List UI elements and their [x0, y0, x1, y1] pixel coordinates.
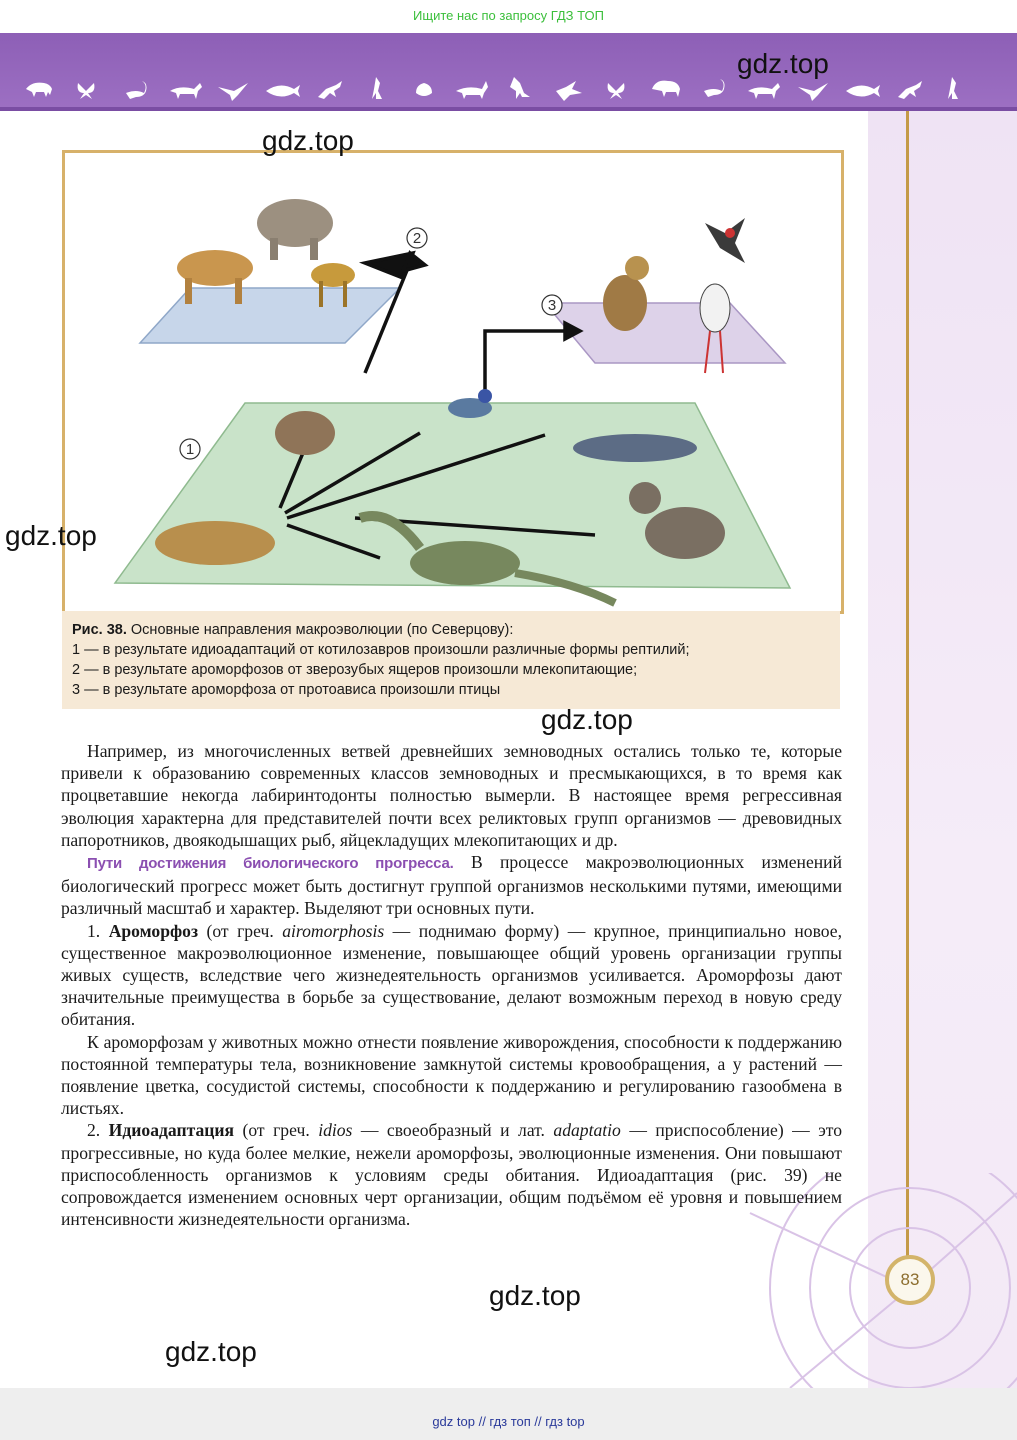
fish-icon	[266, 85, 300, 97]
animal-silhouettes	[0, 33, 1017, 111]
kangaroo-icon	[948, 77, 958, 99]
protoavis-illustration	[448, 389, 492, 418]
horse-icon	[748, 83, 780, 99]
marker-2	[407, 228, 427, 248]
svg-text:3: 3	[547, 297, 557, 314]
textbook-page	[0, 33, 1017, 1388]
pterosaur-icon	[798, 83, 828, 101]
diatryma-illustration	[603, 256, 649, 331]
lizard-icon	[318, 81, 342, 99]
bird-icon	[556, 81, 582, 101]
redwing-bird-illustration	[705, 218, 745, 263]
kangaroo-icon	[372, 77, 382, 99]
marker-1	[180, 439, 200, 459]
margin-line	[906, 111, 909, 1281]
term-idioadaptation: Идиоадаптация	[108, 1120, 235, 1141]
top-banner[interactable]: Ищите нас по запросу ГДЗ ТОП	[0, 0, 1017, 33]
fish-icon	[846, 85, 880, 97]
macroevolution-diagram	[65, 153, 841, 611]
paragraph-5: 2. Идиоадаптация (от греч. idios — своеобразный и лат. adaptatio — приспособление) — это прогрессивные, но куда более мелкие, нежели ароморфозы, эволюционные изменения. Они повышают приспособленность организмов к условиям среды обитания. Идиоадаптация (рис. 39) не сопровождается изменением основных черт организации, общим подъёмом её уровня и повышением интенсивности жизнедеятельности организма.	[61, 1120, 842, 1230]
figure-caption	[62, 611, 840, 709]
watermark: gdz.top	[262, 125, 354, 156]
paragraph-4: К ароморфозам у животных можно отнести появление живорождения, способности к поддержанию постоянной температуры тела, возникновение замкнутой системы кровообращения, а у растений — появление цветка, сосудистой системы, способности к поддержанию и регулированию газообмена в листьях.	[61, 1031, 842, 1119]
therapsid-illustration	[275, 411, 335, 455]
bison-icon	[652, 81, 680, 97]
pterosaur-icon	[218, 83, 248, 101]
watermark: gdz.top	[5, 520, 97, 551]
paragraph-2: Пути достижения биологического прогресса. В процессе макроэволюционных изменений биологический прогресс может быть достигнут группой организмов несколькими путями, имеющими различный масштаб и характер. Выделяют три основных пути.	[61, 852, 843, 919]
term-aromorphosis: Ароморфоз	[108, 920, 199, 941]
watermark: gdz.top	[489, 1280, 581, 1311]
svg-text:2: 2	[412, 230, 422, 247]
bottom-banner[interactable]: gdz top // гдз топ // гдз top	[432, 1414, 585, 1429]
paragraph-1: Например, из многочисленных ветвей древнейших земноводных остались только те, которые привели к образованию современных классов земноводных и пресмыкающихся, в то время как процветавшие некогда лабиринтодонты полностью вымерли. В настоящее время регрессивная эволюция характерна для представителей почти всех реликтовых групп организмов — древовидных папоротников, двоякодышащих рыб, яйцекладущих млекопитающих и др.	[61, 741, 842, 850]
antelope-icon	[456, 81, 488, 99]
beetle-icon	[410, 81, 442, 96]
watermark: gdz.top	[541, 704, 633, 735]
butterfly-icon	[608, 83, 625, 99]
crab-icon	[704, 79, 725, 97]
figure-38	[62, 150, 844, 614]
caption-line-3: 3 — в результате ароморфоза от протоависа произошли птицы	[72, 682, 501, 698]
paragraph-3: 1. Ароморфоз (от греч. airomorphosis — поднимаю форму) — крупное, принципиально новое, существенное макроэволюционное изменение, повышающее общий уровень организации группы живых существ, вследствие чего жизнедеятельность организмов усиливается. Ароморфозы дают значительные преимущества в борьбе за существование, делают возможным переход в новую среду обитания.	[61, 920, 842, 1030]
caption-line-1: 1 — в результате идиоадаптаций от котилозавров произошли различные формы рептилий;	[72, 642, 690, 658]
body-text	[61, 740, 842, 1230]
marker-3	[542, 295, 562, 315]
horse-icon	[170, 83, 202, 99]
dinosaur-icon	[510, 77, 530, 99]
watermark: gdz.top	[165, 1336, 257, 1367]
scorpion-icon	[126, 81, 147, 99]
caption-heading: Рис. 38. Основные направления макроэволюции (по Северцову):	[72, 622, 514, 638]
plane-mammals	[140, 288, 400, 343]
rhino-illustration	[257, 199, 333, 260]
rhino-icon	[26, 83, 52, 97]
watermark: gdz.top	[737, 48, 829, 79]
ichthyosaur-illustration	[573, 434, 697, 462]
caption-line-2: 2 — в результате ароморфозов от зверозубых ящеров произошли млекопитающие;	[72, 662, 638, 678]
lizard-icon	[898, 81, 922, 99]
svg-text:1: 1	[185, 441, 195, 458]
plane-birds	[545, 303, 785, 363]
cotylosaur-illustration	[155, 521, 275, 565]
header-band	[0, 33, 1017, 111]
section-title: Пути достижения биологического прогресса.	[87, 855, 454, 873]
butterfly-icon	[78, 83, 95, 99]
page-number: 83	[885, 1255, 935, 1305]
